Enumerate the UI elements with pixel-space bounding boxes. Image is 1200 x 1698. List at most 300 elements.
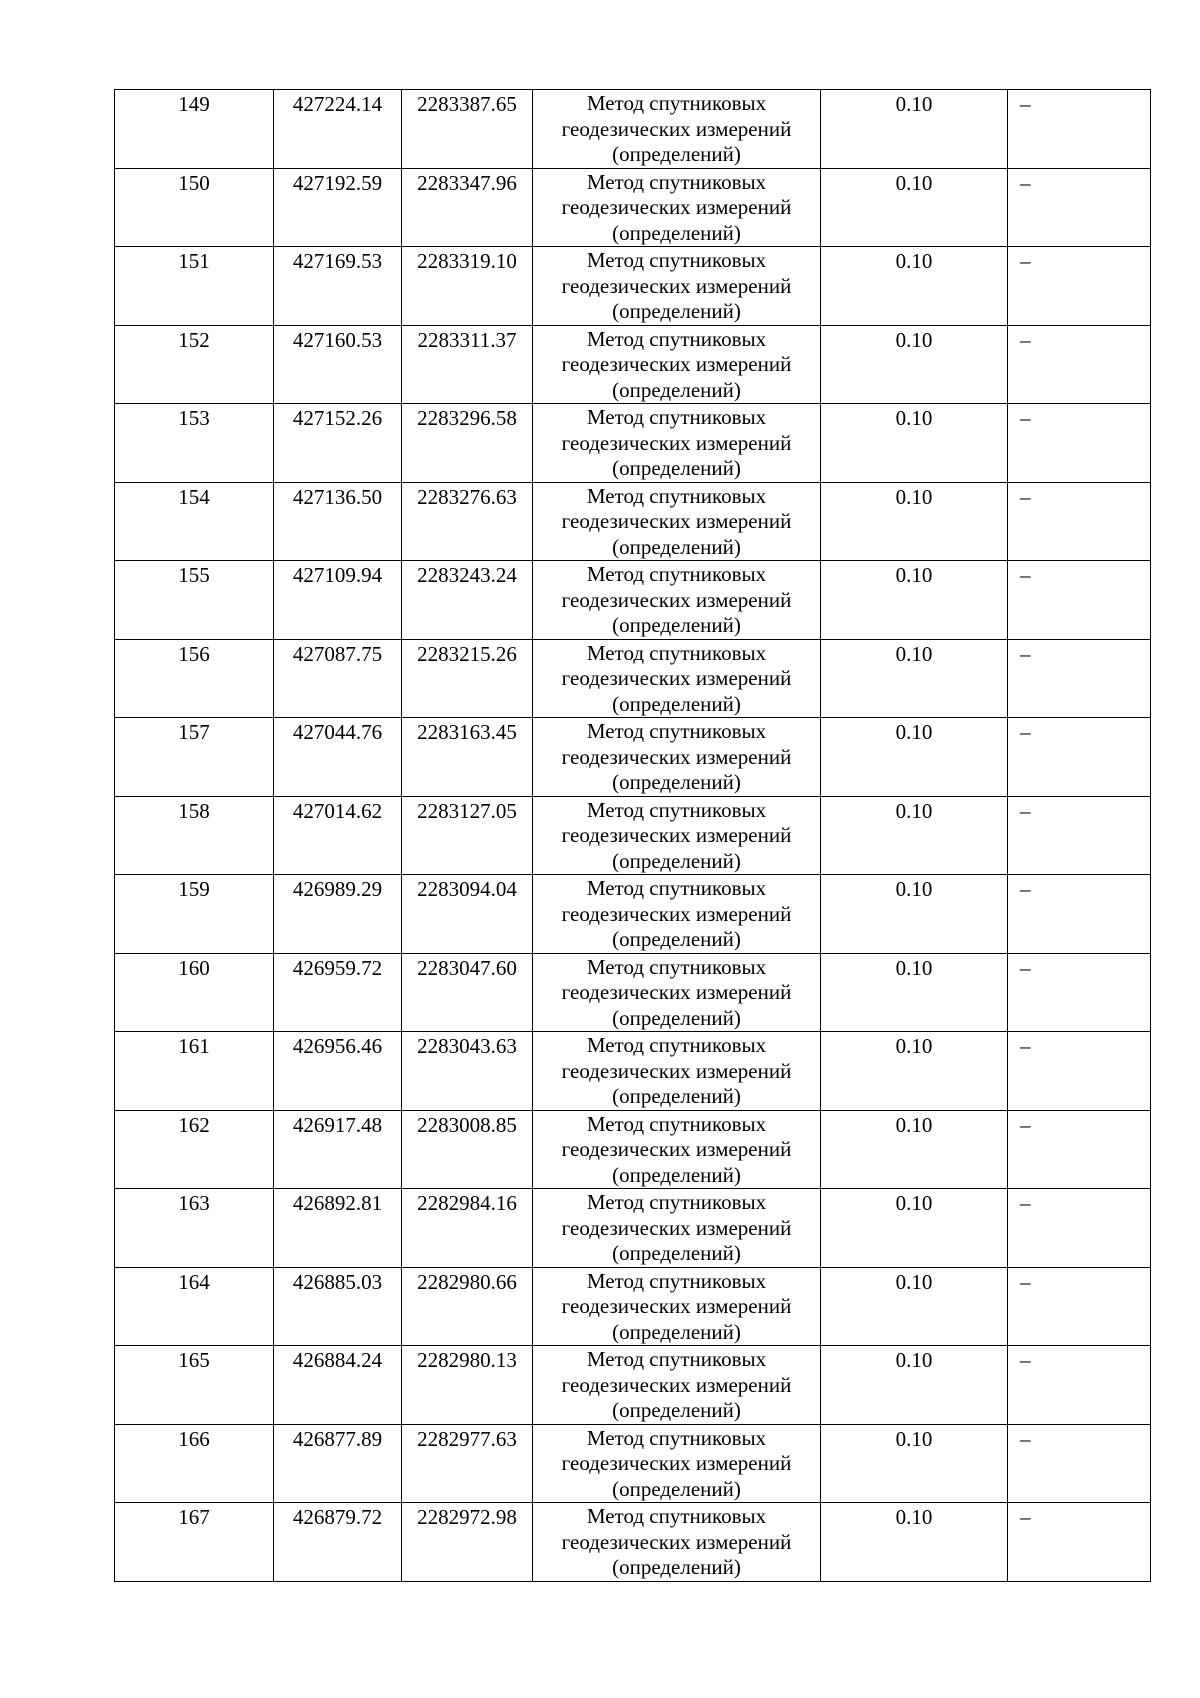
note-cell xyxy=(1008,1110,1151,1189)
coordinate-y-cell xyxy=(402,325,533,404)
table-row xyxy=(115,1032,1151,1111)
method-line: геодезических измерений xyxy=(561,1294,792,1318)
point-number-text: 158 xyxy=(178,798,210,823)
coordinate-x-text: 426877.89 xyxy=(292,1426,383,1451)
point-number-text: 152 xyxy=(178,327,210,352)
point-number-text: 162 xyxy=(178,1112,210,1137)
coordinate-x-text: 427152.26 xyxy=(292,406,383,430)
coordinate-x-text: 427192.59 xyxy=(292,170,383,195)
note-text: – xyxy=(1020,798,1031,823)
method-text xyxy=(533,1503,820,1581)
coordinate-x-cell xyxy=(274,1110,402,1189)
coordinate-y-cell xyxy=(402,1503,533,1582)
coordinate-x-text: 426892.81 xyxy=(292,1191,383,1215)
coordinate-x-text: 427044.76 xyxy=(292,720,383,744)
method-line: (определений) xyxy=(612,1162,741,1187)
method-text xyxy=(533,404,820,482)
table-body xyxy=(115,90,1151,1582)
method-line: (определений) xyxy=(612,613,741,637)
method-line: (определений) xyxy=(612,927,741,951)
coordinate-y-text: 2283276.63 xyxy=(417,484,517,509)
method-line: геодезических измерений xyxy=(561,587,792,612)
coordinate-x-cell xyxy=(274,1424,402,1503)
note-cell xyxy=(1008,404,1151,483)
method-text xyxy=(533,247,820,325)
table-row xyxy=(115,247,1151,326)
table-row xyxy=(115,639,1151,718)
table-row xyxy=(115,561,1151,640)
point-number-cell xyxy=(115,1346,274,1425)
note-cell xyxy=(1008,796,1151,875)
accuracy-text: 0.10 xyxy=(895,1034,933,1058)
method-line: (определений) xyxy=(612,142,741,166)
method-line: (определений) xyxy=(612,1476,741,1501)
point-number-text: 150 xyxy=(178,170,210,195)
accuracy-cell xyxy=(821,1346,1008,1425)
coordinate-x-cell xyxy=(274,875,402,954)
note-text: – xyxy=(1020,249,1031,273)
point-number-text: 159 xyxy=(178,877,210,901)
method-text xyxy=(533,483,820,561)
coordinate-x-cell xyxy=(274,561,402,640)
method-cell xyxy=(533,1424,821,1503)
table-row xyxy=(115,875,1151,954)
accuracy-cell xyxy=(821,1189,1008,1268)
method-text xyxy=(533,640,820,718)
method-line: (определений) xyxy=(612,691,741,716)
note-cell xyxy=(1008,639,1151,718)
coordinate-y-text: 2283296.58 xyxy=(417,406,517,430)
point-number-cell xyxy=(115,561,274,640)
point-number-cell xyxy=(115,404,274,483)
method-cell xyxy=(533,1346,821,1425)
accuracy-cell xyxy=(821,168,1008,247)
coordinate-x-text: 426879.72 xyxy=(292,1505,383,1529)
table-row xyxy=(115,1346,1151,1425)
accuracy-text: 0.10 xyxy=(895,877,933,901)
method-line: Метод спутниковых xyxy=(586,1425,767,1450)
accuracy-text: 0.10 xyxy=(895,1269,933,1294)
point-number-cell xyxy=(115,875,274,954)
note-cell xyxy=(1008,325,1151,404)
coordinate-x-text: 427169.53 xyxy=(292,249,383,273)
table-row xyxy=(115,482,1151,561)
point-number-cell xyxy=(115,1032,274,1111)
accuracy-cell xyxy=(821,325,1008,404)
method-cell xyxy=(533,247,821,326)
coordinate-y-text: 2283387.65 xyxy=(417,92,517,116)
coordinate-y-text: 2283043.63 xyxy=(417,1034,517,1058)
point-number-text: 156 xyxy=(178,641,210,666)
method-line: Метод спутниковых xyxy=(586,1504,767,1528)
coordinate-x-text: 426959.72 xyxy=(292,955,383,980)
note-cell xyxy=(1008,1346,1151,1425)
table-row xyxy=(115,1189,1151,1268)
accuracy-cell xyxy=(821,1267,1008,1346)
coordinate-y-text: 2283347.96 xyxy=(417,170,517,195)
coordinate-x-text: 426884.24 xyxy=(292,1348,383,1372)
coordinate-x-text: 426989.29 xyxy=(292,877,383,901)
point-number-text: 160 xyxy=(178,955,210,980)
method-text xyxy=(533,1268,820,1346)
coordinate-x-text: 426917.48 xyxy=(292,1112,383,1137)
coordinate-y-text: 2283127.05 xyxy=(417,798,517,823)
coordinate-x-text: 427224.14 xyxy=(292,92,383,116)
method-cell xyxy=(533,482,821,561)
coordinate-y-cell xyxy=(402,1110,533,1189)
coordinate-x-text: 426956.46 xyxy=(292,1034,383,1058)
note-text: – xyxy=(1020,955,1031,980)
table-row xyxy=(115,953,1151,1032)
method-line: геодезических измерений xyxy=(561,744,792,769)
method-cell xyxy=(533,404,821,483)
coordinate-y-text: 2282980.66 xyxy=(417,1269,517,1294)
coordinate-y-cell xyxy=(402,796,533,875)
point-number-text: 155 xyxy=(178,563,210,587)
coordinate-x-text: 427136.50 xyxy=(292,484,383,509)
method-line: (определений) xyxy=(612,299,741,323)
accuracy-cell xyxy=(821,1503,1008,1582)
point-number-text: 154 xyxy=(178,484,210,509)
accuracy-text: 0.10 xyxy=(895,798,933,823)
note-cell xyxy=(1008,1424,1151,1503)
accuracy-cell xyxy=(821,1110,1008,1189)
method-line: (определений) xyxy=(612,456,741,480)
coordinate-y-cell xyxy=(402,247,533,326)
table-row xyxy=(115,168,1151,247)
coordinate-y-text: 2283215.26 xyxy=(417,641,517,666)
method-line: геодезических измерений xyxy=(561,430,792,455)
note-cell xyxy=(1008,718,1151,797)
method-cell xyxy=(533,90,821,169)
accuracy-cell xyxy=(821,247,1008,326)
coordinate-x-cell xyxy=(274,1267,402,1346)
note-text: – xyxy=(1020,1191,1031,1215)
accuracy-text: 0.10 xyxy=(895,249,933,273)
coordinate-y-cell xyxy=(402,1189,533,1268)
note-text: – xyxy=(1020,1426,1031,1451)
method-line: геодезических измерений xyxy=(561,1529,792,1554)
accuracy-text: 0.10 xyxy=(895,720,933,744)
method-line: (определений) xyxy=(612,377,741,402)
method-line: (определений) xyxy=(612,1005,741,1030)
point-number-text: 149 xyxy=(178,92,210,116)
coordinate-y-cell xyxy=(402,875,533,954)
method-line: Метод спутниковых xyxy=(586,169,767,194)
coordinate-y-text: 2283311.37 xyxy=(417,327,517,352)
coordinate-x-text: 427014.62 xyxy=(292,798,383,823)
coordinate-y-cell xyxy=(402,1424,533,1503)
method-line: Метод спутниковых xyxy=(586,1033,767,1057)
note-cell xyxy=(1008,953,1151,1032)
note-text: – xyxy=(1020,1034,1031,1058)
coordinate-x-cell xyxy=(274,718,402,797)
method-line: геодезических измерений xyxy=(561,273,792,298)
coordinate-y-cell xyxy=(402,718,533,797)
method-text xyxy=(533,954,820,1032)
coordinate-y-cell xyxy=(402,90,533,169)
coordinate-x-cell xyxy=(274,953,402,1032)
method-line: Метод спутниковых xyxy=(586,248,767,272)
method-line: Метод спутниковых xyxy=(586,954,767,979)
note-cell xyxy=(1008,1032,1151,1111)
method-line: Метод спутниковых xyxy=(586,91,767,115)
method-line: Метод спутниковых xyxy=(586,1268,767,1293)
method-line: (определений) xyxy=(612,1084,741,1108)
coordinate-y-text: 2283243.24 xyxy=(417,563,517,587)
method-cell xyxy=(533,1032,821,1111)
method-cell xyxy=(533,796,821,875)
accuracy-cell xyxy=(821,1424,1008,1503)
accuracy-text: 0.10 xyxy=(895,1112,933,1137)
accuracy-text: 0.10 xyxy=(895,92,933,116)
accuracy-cell xyxy=(821,1032,1008,1111)
method-line: Метод спутниковых xyxy=(586,562,767,586)
point-number-cell xyxy=(115,796,274,875)
note-cell xyxy=(1008,875,1151,954)
method-text xyxy=(533,561,820,639)
method-cell xyxy=(533,325,821,404)
method-line: Метод спутниковых xyxy=(586,719,767,743)
method-line: геодезических измерений xyxy=(561,980,792,1004)
method-line: Метод спутниковых xyxy=(586,797,767,822)
note-text: – xyxy=(1020,406,1031,430)
method-text xyxy=(533,169,820,247)
coordinate-x-cell xyxy=(274,1346,402,1425)
accuracy-text: 0.10 xyxy=(895,484,933,509)
point-number-text: 163 xyxy=(178,1191,210,1215)
method-cell xyxy=(533,168,821,247)
coordinate-x-cell xyxy=(274,168,402,247)
coordinate-x-cell xyxy=(274,796,402,875)
method-line: (определений) xyxy=(612,1398,741,1422)
point-number-cell xyxy=(115,1110,274,1189)
accuracy-cell xyxy=(821,561,1008,640)
coordinate-y-text: 2282977.63 xyxy=(417,1426,517,1451)
method-text xyxy=(533,326,820,404)
table-row xyxy=(115,718,1151,797)
method-line: (определений) xyxy=(612,1241,741,1265)
note-text: – xyxy=(1020,170,1031,195)
method-line: геодезических измерений xyxy=(561,195,792,219)
method-line: Метод спутниковых xyxy=(586,1347,767,1371)
coordinate-x-cell xyxy=(274,404,402,483)
table-row xyxy=(115,1267,1151,1346)
note-text: – xyxy=(1020,720,1031,744)
method-line: (определений) xyxy=(612,1555,741,1579)
coordinate-y-text: 2283008.85 xyxy=(417,1112,517,1137)
coordinate-y-cell xyxy=(402,1032,533,1111)
accuracy-cell xyxy=(821,639,1008,718)
point-number-text: 161 xyxy=(178,1034,210,1058)
note-cell xyxy=(1008,247,1151,326)
method-cell xyxy=(533,953,821,1032)
accuracy-cell xyxy=(821,90,1008,169)
method-line: геодезических измерений xyxy=(561,1215,792,1240)
coordinate-y-text: 2282972.98 xyxy=(417,1505,517,1529)
method-text xyxy=(533,1111,820,1189)
method-text xyxy=(533,875,820,953)
point-number-text: 167 xyxy=(178,1505,210,1529)
coordinate-y-cell xyxy=(402,404,533,483)
coordinate-y-text: 2283163.45 xyxy=(417,720,517,744)
coordinate-x-cell xyxy=(274,1503,402,1582)
coordinate-y-text: 2283319.10 xyxy=(417,249,517,273)
note-cell xyxy=(1008,168,1151,247)
table-row xyxy=(115,325,1151,404)
note-cell xyxy=(1008,561,1151,640)
method-text xyxy=(533,797,820,875)
note-text: – xyxy=(1020,92,1031,116)
accuracy-text: 0.10 xyxy=(895,1191,933,1215)
coordinate-y-cell xyxy=(402,168,533,247)
point-number-cell xyxy=(115,718,274,797)
method-line: (определений) xyxy=(612,1319,741,1344)
accuracy-cell xyxy=(821,953,1008,1032)
point-number-cell xyxy=(115,1424,274,1503)
coordinate-x-cell xyxy=(274,325,402,404)
method-line: (определений) xyxy=(612,534,741,559)
table-row xyxy=(115,796,1151,875)
coordinate-y-cell xyxy=(402,953,533,1032)
coordinate-y-text: 2283047.60 xyxy=(417,955,517,980)
accuracy-text: 0.10 xyxy=(895,406,933,430)
method-line: геодезических измерений xyxy=(561,509,792,533)
coordinate-y-cell xyxy=(402,1346,533,1425)
coordinate-x-cell xyxy=(274,639,402,718)
method-line: Метод спутниковых xyxy=(586,876,767,900)
method-cell xyxy=(533,875,821,954)
method-text xyxy=(533,1032,820,1110)
point-number-cell xyxy=(115,953,274,1032)
point-number-text: 151 xyxy=(178,249,210,273)
point-number-text: 166 xyxy=(178,1426,210,1451)
point-number-cell xyxy=(115,639,274,718)
coordinate-x-text: 427160.53 xyxy=(292,327,383,352)
point-number-cell xyxy=(115,168,274,247)
accuracy-text: 0.10 xyxy=(895,563,933,587)
method-cell xyxy=(533,718,821,797)
point-number-text: 157 xyxy=(178,720,210,744)
table-row xyxy=(115,404,1151,483)
method-text xyxy=(533,718,820,796)
method-line: геодезических измерений xyxy=(561,1137,792,1161)
accuracy-text: 0.10 xyxy=(895,1426,933,1451)
accuracy-text: 0.10 xyxy=(895,1505,933,1529)
method-line: Метод спутниковых xyxy=(586,326,767,351)
accuracy-text: 0.10 xyxy=(895,955,933,980)
method-text xyxy=(533,90,820,168)
accuracy-text: 0.10 xyxy=(895,170,933,195)
method-line: (определений) xyxy=(612,848,741,873)
table-row xyxy=(115,1503,1151,1582)
coordinates-table-container xyxy=(114,89,1150,1582)
method-line: геодезических измерений xyxy=(561,823,792,847)
note-cell xyxy=(1008,90,1151,169)
method-line: Метод спутниковых xyxy=(586,1190,767,1214)
accuracy-cell xyxy=(821,404,1008,483)
point-number-cell xyxy=(115,1189,274,1268)
point-number-cell xyxy=(115,1503,274,1582)
coordinate-y-text: 2282980.13 xyxy=(417,1348,517,1372)
point-number-cell xyxy=(115,482,274,561)
note-text: – xyxy=(1020,1348,1031,1372)
method-line: геодезических измерений xyxy=(561,116,792,141)
note-text: – xyxy=(1020,877,1031,901)
note-text: – xyxy=(1020,1269,1031,1294)
method-cell xyxy=(533,1189,821,1268)
method-cell xyxy=(533,561,821,640)
method-line: геодезических измерений xyxy=(561,352,792,376)
method-line: Метод спутниковых xyxy=(586,405,767,429)
method-cell xyxy=(533,1503,821,1582)
point-number-text: 164 xyxy=(178,1269,210,1294)
point-number-text: 153 xyxy=(178,406,210,430)
note-text: – xyxy=(1020,484,1031,509)
note-text: – xyxy=(1020,327,1031,352)
coordinate-y-cell xyxy=(402,639,533,718)
method-cell xyxy=(533,639,821,718)
point-number-cell xyxy=(115,325,274,404)
coordinate-x-cell xyxy=(274,1189,402,1268)
accuracy-cell xyxy=(821,796,1008,875)
method-line: геодезических измерений xyxy=(561,666,792,690)
method-line: Метод спутниковых xyxy=(586,1111,767,1136)
note-text: – xyxy=(1020,1505,1031,1529)
accuracy-text: 0.10 xyxy=(895,641,933,666)
point-number-cell xyxy=(115,1267,274,1346)
method-line: Метод спутниковых xyxy=(586,483,767,508)
coordinate-x-cell xyxy=(274,482,402,561)
method-text xyxy=(533,1346,820,1424)
coordinates-table xyxy=(114,89,1151,1582)
coordinate-y-cell xyxy=(402,1267,533,1346)
method-text xyxy=(533,1425,820,1503)
coordinate-x-cell xyxy=(274,1032,402,1111)
point-number-text: 165 xyxy=(178,1348,210,1372)
method-cell xyxy=(533,1267,821,1346)
coordinate-x-text: 427109.94 xyxy=(292,563,383,587)
note-cell xyxy=(1008,1267,1151,1346)
accuracy-cell xyxy=(821,482,1008,561)
coordinate-x-cell xyxy=(274,247,402,326)
table-row xyxy=(115,1424,1151,1503)
accuracy-cell xyxy=(821,875,1008,954)
table-row xyxy=(115,90,1151,169)
method-line: (определений) xyxy=(612,770,741,794)
point-number-cell xyxy=(115,247,274,326)
accuracy-text: 0.10 xyxy=(895,1348,933,1372)
method-line: (определений) xyxy=(612,220,741,245)
note-text: – xyxy=(1020,641,1031,666)
table-row xyxy=(115,1110,1151,1189)
coordinate-y-cell xyxy=(402,561,533,640)
method-line: геодезических измерений xyxy=(561,901,792,926)
method-line: геодезических измерений xyxy=(561,1058,792,1083)
coordinate-x-text: 427087.75 xyxy=(292,641,383,666)
coordinate-x-text: 426885.03 xyxy=(292,1269,383,1294)
method-line: Метод спутниковых xyxy=(586,640,767,665)
note-cell xyxy=(1008,482,1151,561)
note-text: – xyxy=(1020,563,1031,587)
accuracy-cell xyxy=(821,718,1008,797)
note-cell xyxy=(1008,1503,1151,1582)
coordinate-y-text: 2283094.04 xyxy=(417,877,517,901)
point-number-cell xyxy=(115,90,274,169)
coordinate-y-cell xyxy=(402,482,533,561)
accuracy-text: 0.10 xyxy=(895,327,933,352)
coordinate-y-text: 2282984.16 xyxy=(417,1191,517,1215)
